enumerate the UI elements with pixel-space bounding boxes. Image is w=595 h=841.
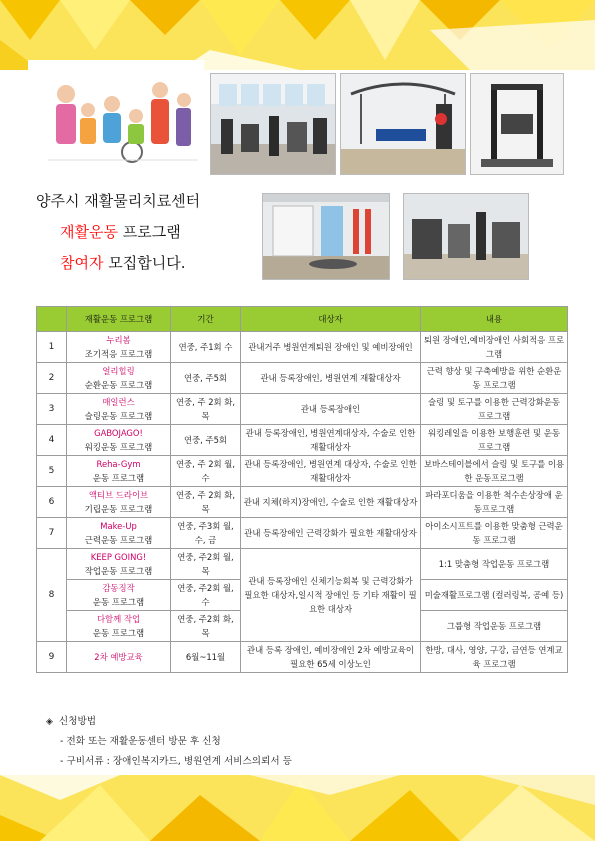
program-type: 슬링운동 프로그램: [84, 411, 153, 421]
row-number: 3: [37, 394, 67, 425]
apply-method-heading: [46, 712, 292, 732]
recruit-title: [60, 252, 246, 273]
program-type: 워킹운동 프로그램: [84, 442, 153, 452]
program-cell: [67, 332, 171, 363]
row-number: 6: [37, 487, 67, 518]
target-cell: 관내 등록장애인 근력강화가 필요한 재활대상자: [241, 518, 421, 549]
program-name: Make-Up: [100, 521, 137, 531]
program-type: 운동 프로그램: [92, 628, 145, 638]
header-program: 재활운동 프로그램: [67, 307, 171, 332]
program-cell: [67, 363, 171, 394]
program-cell: [67, 642, 171, 673]
program-name: GABOJAGO!: [94, 428, 143, 438]
period-cell: 연중, 주 2회 화, 목: [171, 394, 241, 425]
gym-photo-1: [210, 73, 336, 175]
recruit-title-highlight: 참여자: [60, 254, 104, 272]
row-number: 7: [37, 518, 67, 549]
period-cell: 연중, 주3회 월, 수, 금: [171, 518, 241, 549]
program-name: 액티브 드라이브: [88, 490, 149, 500]
table-row: [37, 363, 568, 394]
people-illustration: [28, 60, 204, 168]
header-no: [37, 307, 67, 332]
content-cell: 근력 향상 및 구축예방을 위한 순환운동 프로그램: [421, 363, 568, 394]
content-cell: 아이소시프트를 이용한 맞춤형 근력운동 프로그램: [421, 518, 568, 549]
gym-photo-3: [470, 73, 564, 175]
program-cell: [67, 549, 171, 580]
table-row: [37, 394, 568, 425]
program-cell: [67, 611, 171, 642]
gym-photo-5: [403, 193, 529, 280]
table-row: [37, 425, 568, 456]
header-period: 기간: [171, 307, 241, 332]
program-title-highlight: 재활운동: [60, 223, 118, 241]
program-name: 얼리힐링: [102, 366, 135, 376]
apply-method-title: 신청방법: [58, 716, 96, 727]
row-number: 2: [37, 363, 67, 394]
center-title: 양주시 재활물리치료센터: [36, 192, 201, 210]
target-cell: 관내 등록장애인, 병원연계 재활대상자: [241, 363, 421, 394]
row-number: 5: [37, 456, 67, 487]
target-cell: 관내 등록장애인: [241, 394, 421, 425]
content-cell: 그룹형 작업운동 프로그램: [421, 611, 568, 642]
gym-photo-4: [262, 193, 390, 280]
table-row: [37, 518, 568, 549]
program-type: 근력운동 프로그램: [84, 535, 153, 545]
period-cell: 연중, 주2회 월, 수: [171, 580, 241, 611]
program-title-rest: 프로그램: [117, 223, 181, 241]
content-cell: 한방, 대사, 영양, 구강, 금연등 연계교육 프로그램: [421, 642, 568, 673]
program-type: 기립운동 프로그램: [84, 504, 153, 514]
program-name: KEEP GOING!: [90, 552, 147, 562]
gym-photo-2: [340, 73, 466, 175]
target-cell: 관내 지체(하지)장애인, 수술로 인한 재활대상자: [241, 487, 421, 518]
row-number: 8: [37, 549, 67, 642]
period-cell: 연중, 주5회: [171, 363, 241, 394]
program-name: 누리봄: [106, 335, 131, 345]
table-row: [37, 487, 568, 518]
table-row: [37, 456, 568, 487]
period-cell: 연중, 주 2회 화, 목: [171, 487, 241, 518]
period-cell: 연중, 주2회 화, 목: [171, 611, 241, 642]
program-cell: [67, 487, 171, 518]
program-type: 작업운동 프로그램: [84, 566, 153, 576]
content-cell: 워킹레일을 이용한 보행훈련 및 운동 프로그램: [421, 425, 568, 456]
diamond-bullet-icon: ◈: [46, 717, 53, 727]
content-cell: 파라포디움을 이용한 척수손상장애 운동프로그램: [421, 487, 568, 518]
content-cell: 보바스테이블에서 슬링 및 토구를 이용한 운동프로그램: [421, 456, 568, 487]
program-cell: [67, 518, 171, 549]
target-cell: 관내거주 병원연계퇴원 장애인 및 예비장애인: [241, 332, 421, 363]
program-title: [60, 221, 246, 242]
period-cell: 6월~11월: [171, 642, 241, 673]
program-table: [36, 306, 568, 673]
table-row: [37, 549, 568, 580]
content-cell: 미술재활프로그램 (컬러링북, 공예 등): [421, 580, 568, 611]
table-row: [37, 642, 568, 673]
target-cell: 관내 등록장애인 신체기능회복 및 근력강화가 필요한 대상자,일시적 장애인 등 기타 재활이 필요한 대상자: [241, 549, 421, 642]
program-name: 매일런스: [102, 397, 135, 407]
header-content: 내용: [421, 307, 568, 332]
target-cell: 관내 등록장애인, 병원연계대상자, 수술로 인한 재활대상자: [241, 425, 421, 456]
period-cell: 연중, 주1회 수: [171, 332, 241, 363]
row-number: 9: [37, 642, 67, 673]
program-name: 2차 예방교육: [94, 652, 143, 662]
program-cell: [67, 456, 171, 487]
apply-method-text: - 전화 또는 재활운동센터 방문 후 신청: [60, 736, 221, 747]
content-cell: 1:1 맞춤형 작업운동 프로그램: [421, 549, 568, 580]
content-cell: 슬링 및 토구를 이용한 근력강화운동 프로그램: [421, 394, 568, 425]
program-name: 감동징작: [102, 583, 135, 593]
period-cell: 연중, 주 2회 월, 수: [171, 456, 241, 487]
bottom-decorative-band: [0, 775, 595, 841]
row-number: 4: [37, 425, 67, 456]
program-cell: [67, 580, 171, 611]
program-type: 조기적응 프로그램: [84, 349, 153, 359]
title-block: [36, 190, 246, 283]
program-type: 운동 프로그램: [92, 473, 145, 483]
period-cell: 연중, 주5회: [171, 425, 241, 456]
table-header-row: [37, 307, 568, 332]
program-cell: [67, 394, 171, 425]
program-name: 다함께 작업: [96, 614, 141, 624]
table-row: [37, 332, 568, 363]
recruit-title-rest: 모집합니다.: [103, 254, 186, 272]
documents-text: - 구비서류 : 장애인복지카드, 병원연계 서비스의뢰서 등: [60, 756, 292, 767]
period-cell: 연중, 주2회 월, 목: [171, 549, 241, 580]
target-cell: 관내 등록 장애인, 예비장애인 2차 예방교육이 필요한 65세 이상노인: [241, 642, 421, 673]
target-cell: 관내 등록장애인, 병원연계 대상자, 수술로 인한 재활대상자: [241, 456, 421, 487]
program-name: Reha-Gym: [96, 459, 141, 469]
program-cell: [67, 425, 171, 456]
header-target: 대상자: [241, 307, 421, 332]
program-type: 운동 프로그램: [92, 597, 145, 607]
program-type: 순환운동 프로그램: [84, 380, 153, 390]
content-cell: 퇴원 장애인,예비장애인 사회적응 프로그램: [421, 332, 568, 363]
row-number: 1: [37, 332, 67, 363]
